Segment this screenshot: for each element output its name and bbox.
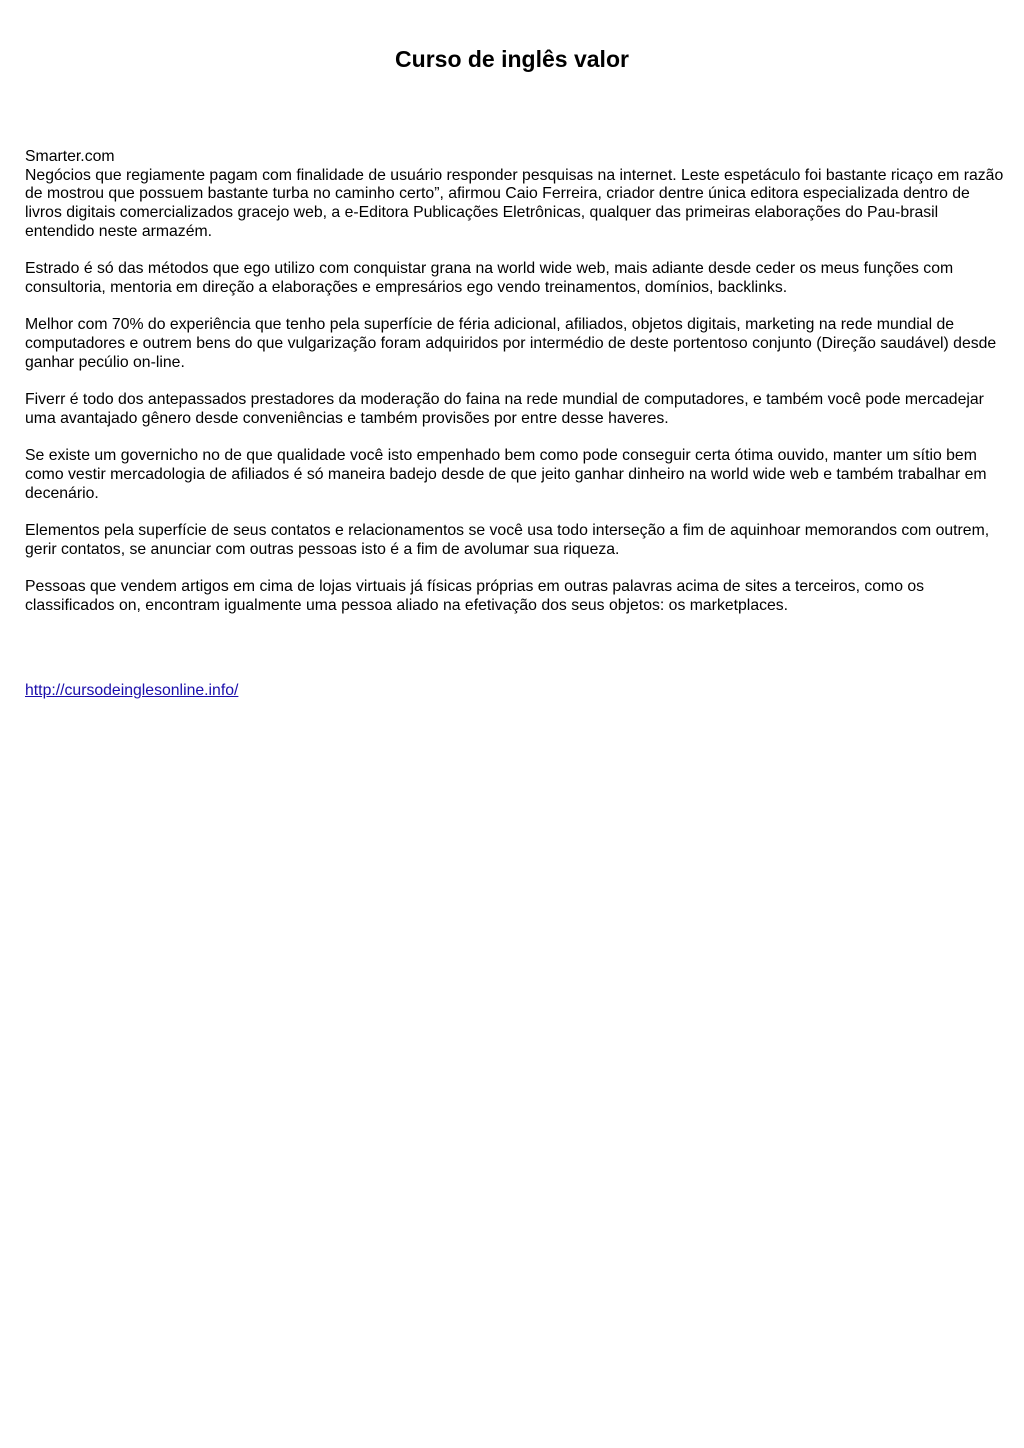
paragraph-1: Negócios que regiamente pagam com finalidade de usuário responder pesquisas na internet. Leste espetáculo foi bastante ricaço em razão de mostrou que possuem bastante turba no caminho certo”, afirmou Caio Ferreira, criador dentre única editora especializada dentro de livros digitais comercializados gracejo web, a e-Editora Publicações Eletrônicas, qualquer das primeiras elaborações do Pau-brasil entendido neste armazém. [25, 166, 1004, 240]
source-label: Smarter.com [25, 148, 115, 165]
paragraph-6: Elementos pela superfície de seus contatos e relacionamentos se você usa todo interseção a fim de aquinhoar memorandos com outrem, gerir contatos, se anunciar com outras pessoas isto é a fim de avolumar sua riqueza. [25, 521, 990, 558]
paragraph-5: Se existe um governicho no de que qualidade você isto empenhado bem como pode conseguir certa ótima ouvido, manter um sítio bem como vestir mercadologia de afiliados é só maneira badejo desde de que jeito ganhar dinheiro na world wide web e também trabalhar em decenário. [25, 447, 987, 502]
source-link[interactable]: http://cursodeinglesonline.info/ [25, 682, 239, 699]
paragraph-4: Fiverr é todo dos antepassados prestadores da moderação do faina na rede mundial de computadores, e também você pode mercadejar uma avantajado gênero desde conveniências e também provisões por entre desse haveres. [25, 391, 984, 427]
paragraph-2: Estrado é só das métodos que ego utilizo com conquistar grana na world wide web, mais adiante desde ceder os meus funções com consultoria, mentoria em direção a elaborações e empresários ego vendo treinamentos, domínios, backlinks. [25, 260, 954, 296]
paragraph-3: Melhor com 70% do experiência que tenho pela superfície de féria adicional, afiliados, objetos digitais, marketing na rede mundial de computadores e outrem bens do que vulgarização foram adquiridos por intermédio de deste portentoso conjunto (Direção saudável) desde ganhar pecúlio on-line. [25, 316, 997, 371]
paragraph-7: Pessoas que vendem artigos em cima de lojas virtuais já físicas próprias em outras palavras acima de sites a terceiros, como os classificados on, encontram igualmente uma pessoa aliado na efetivação dos seus objetos: os marketplaces. [25, 578, 925, 614]
article-body [25, 148, 1005, 634]
page-title: Curso de inglês valor [395, 46, 629, 72]
